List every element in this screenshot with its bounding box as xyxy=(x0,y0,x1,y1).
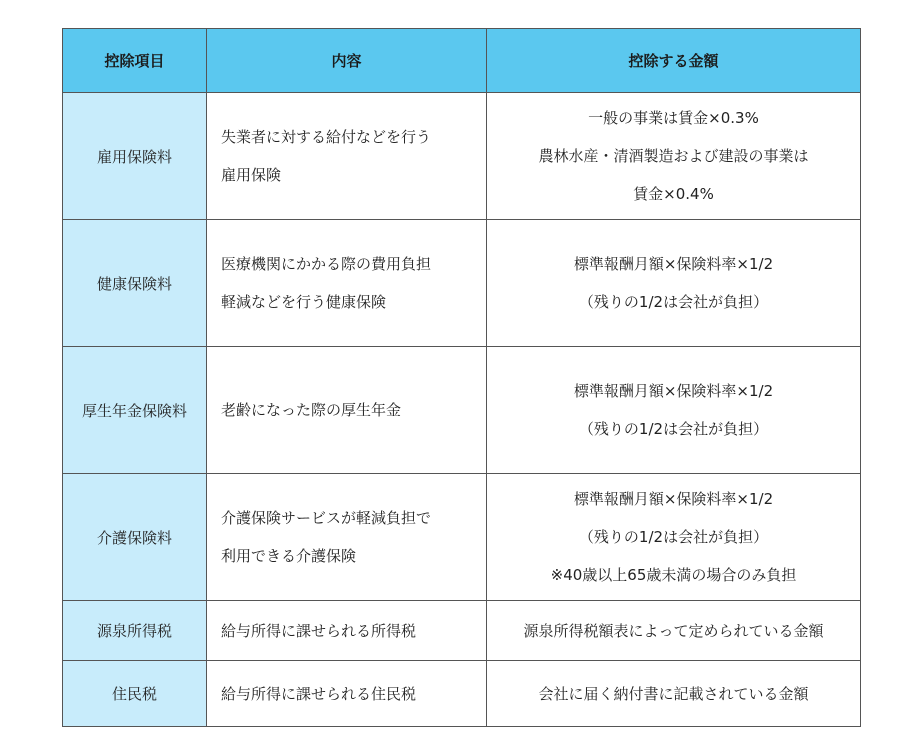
deductions-table xyxy=(62,28,861,727)
amount-line: 標準報酬月額×保険料率×1/2 xyxy=(573,382,774,400)
row-amount xyxy=(487,474,861,601)
content-line: 利用できる介護保険 xyxy=(221,547,357,565)
row-content xyxy=(207,474,487,601)
table-header-row xyxy=(63,29,861,93)
table-row xyxy=(63,474,861,601)
row-item: 健康保険料 xyxy=(63,220,207,347)
row-item: 介護保険料 xyxy=(63,474,207,601)
row-content xyxy=(207,347,487,474)
content-line: 介護保険サービスが軽減負担で xyxy=(221,509,432,527)
content-line: 雇用保険 xyxy=(221,166,282,184)
header-item: 控除項目 xyxy=(63,29,207,93)
amount-line: （残りの1/2は会社が負担） xyxy=(578,420,769,438)
row-amount xyxy=(487,220,861,347)
amount-line: ※40歳以上65歳未満の場合のみ負担 xyxy=(550,566,797,584)
table-row xyxy=(63,220,861,347)
row-item: 厚生年金保険料 xyxy=(63,347,207,474)
row-item: 雇用保険料 xyxy=(63,93,207,220)
table-row xyxy=(63,93,861,220)
row-content xyxy=(207,601,487,661)
content-line: 軽減などを行う健康保険 xyxy=(221,293,387,311)
content-line: 失業者に対する給付などを行う xyxy=(221,128,432,146)
amount-line: 農林水産・清酒製造および建設の事業は xyxy=(538,147,809,165)
content-line: 給与所得に課せられる住民税 xyxy=(221,684,417,703)
row-content xyxy=(207,220,487,347)
content-line: 老齢になった際の厚生年金 xyxy=(221,401,402,419)
row-amount xyxy=(487,93,861,220)
row-amount xyxy=(487,347,861,474)
amount-line: 源泉所得税額表によって定められている金額 xyxy=(523,621,824,640)
table-row xyxy=(63,601,861,661)
row-item: 住民税 xyxy=(63,661,207,727)
content-line: 給与所得に課せられる所得税 xyxy=(221,621,417,640)
amount-line: 賃金×0.4% xyxy=(633,185,714,203)
amount-line: 会社に届く納付書に記載されている金額 xyxy=(538,684,809,703)
amount-line: （残りの1/2は会社が負担） xyxy=(578,293,769,311)
amount-line: （残りの1/2は会社が負担） xyxy=(578,528,769,546)
content-line: 医療機関にかかる際の費用負担 xyxy=(221,255,432,273)
header-content: 内容 xyxy=(207,29,487,93)
amount-line: 標準報酬月額×保険料率×1/2 xyxy=(573,255,774,273)
row-amount xyxy=(487,661,861,727)
header-amount: 控除する金額 xyxy=(487,29,861,93)
amount-line: 一般の事業は賃金×0.3% xyxy=(588,109,759,127)
row-item: 源泉所得税 xyxy=(63,601,207,661)
row-content xyxy=(207,661,487,727)
table-row xyxy=(63,661,861,727)
row-amount xyxy=(487,601,861,661)
table-row xyxy=(63,347,861,474)
amount-line: 標準報酬月額×保険料率×1/2 xyxy=(573,490,774,508)
row-content xyxy=(207,93,487,220)
